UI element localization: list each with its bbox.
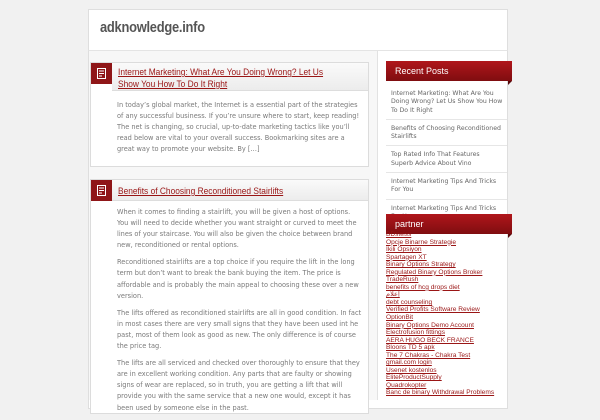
recent-post-link[interactable]: Benefits of Choosing Reconditioned Stairlifts [386,120,507,147]
partner-link[interactable]: Ikili Opsiyon [386,246,422,254]
partner-link[interactable]: Binary Options Demo Account [386,321,474,329]
partner-link[interactable]: benefits of hcg drops diet [386,283,460,291]
partner-link[interactable]: gmail.com login [386,359,432,367]
recent-posts-list [386,85,507,226]
post-header [112,180,368,201]
partner-link[interactable]: Banc de binary Withdrawal Problems [386,389,495,397]
partner-link[interactable]: OptionBit [386,314,414,322]
recent-post-link[interactable]: Internet Marketing Tips And Tricks [386,200,507,227]
post-card [90,179,369,414]
post-title-link[interactable]: Internet Marketing: What Are You Doing Wrong? Let Us Show You How To Do It Right [118,67,324,89]
partner-link[interactable]: Quadrokopter [386,381,427,389]
post-paragraph: The lifts offered as reconditioned stairlifts are all in good condition. In fact in most cases there are very small signs that they have been used int he past, most of them look as good as new. The only difference is of course the price tag. [117,308,362,351]
site-title[interactable]: adknowledge.info [100,19,205,36]
partner-link[interactable]: Usenet kostenlos [386,366,437,374]
post-paragraph: When it comes to finding a stairlift, you will be given a host of options. You will need to decide whether you want straight or curved to meet the lines of your staircase. You will also be given the choice between brand new, reconditioned or rental options. [117,208,357,250]
site-header [88,9,508,51]
post-card [90,62,369,167]
post-paragraph: The lifts are all serviced and checked over thoroughly to ensure that they are in excellent working condition. Any parts that are faulty or showing signs of wear are replaced, so in truth, you are getting a lift that will provide you with the same service that a new one would, except it has been used by someone else in the past. [117,359,360,412]
post-title-link[interactable]: Benefits of Choosing Reconditioned Stairlifts [118,186,284,196]
partner-link[interactable]: Bloons TD 5 apk [386,344,435,352]
recent-post-link[interactable]: Internet Marketing Tips And Tricks For You [386,173,507,200]
recent-post-link[interactable]: Top Rated Info That Features Superb Advice About Vino [386,146,507,173]
recent-posts-heading: Recent Posts [386,61,512,81]
recent-post-link[interactable]: Internet Marketing: What Are You Doing Wrong? Let Us Show You How To Do It Right [386,85,507,120]
post-header [112,63,368,91]
post-paragraph: In today’s global market, the Internet is a essential part of the strategies of any successful business. If you’re unsure where to start, keep reading! The net is changing, so crucial, up-to-date marketing tactics like you’ll read below are vital to your overall success. Bookmarking sites are a great way to promote your website. By […] [117,101,360,154]
partner-link[interactable]: BDswiss [386,231,412,238]
partner-link[interactable]: Electrofusion fittings [386,329,446,337]
partner-link[interactable]: Spartagen XT [386,253,427,261]
post-format-icon [91,180,112,201]
post-content [117,207,362,420]
partner-link[interactable]: AERA HUGO BECK FRANCE [386,336,474,344]
post-paragraph: Reconditioned stairlifts are a top choice if you require the lift in the long term but don’t want to break the bank buying the item. The price is affordable and is probably the main appeal to choosing these over a new version. [117,258,359,300]
partner-link[interactable]: EliteProductSupply [386,374,442,382]
partner-heading: partner [386,214,512,234]
partner-link[interactable]: The 7 Chakras - Chakra Test [386,351,471,359]
partner-link[interactable]: TradeRush [386,276,419,284]
partner-link[interactable]: Regulated Binary Options Broker [386,268,483,276]
partner-link[interactable]: Opcje Binarne Strategie [386,238,457,246]
post-format-icon [91,63,112,84]
partner-list [386,231,507,397]
partner-link[interactable]: Verified Profits Software Review [386,306,480,314]
partner-link[interactable]: إعلام [386,291,400,299]
post-excerpt [117,100,362,161]
partner-link[interactable]: Binary Options Strategy [386,261,456,269]
partner-link[interactable]: debt counseling [386,298,433,306]
